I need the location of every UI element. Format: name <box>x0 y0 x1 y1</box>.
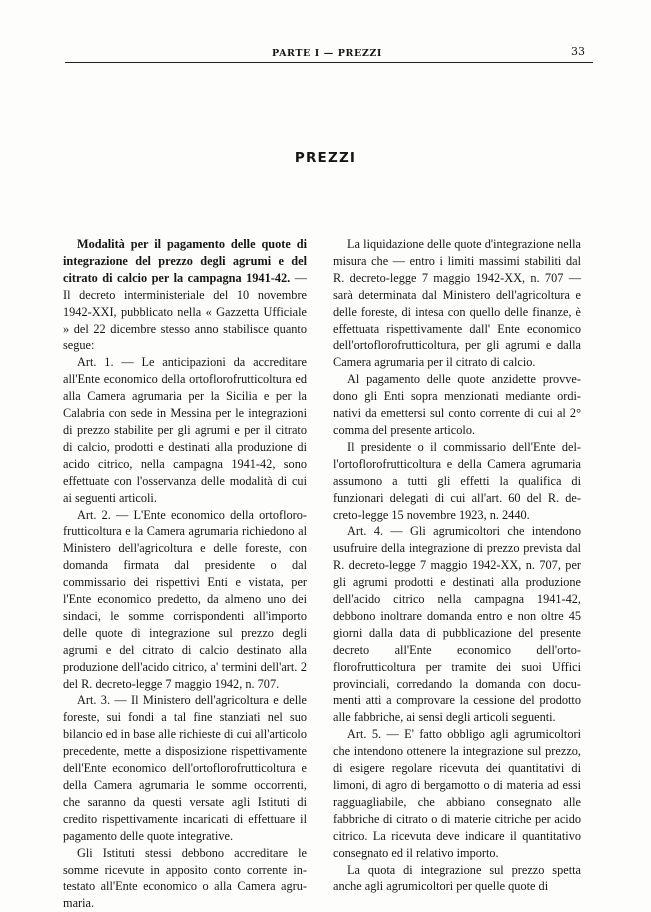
section-heading: Modalità per il pagamento delle quote di integrazione del prezzo degli agrumi e del citrato di calcio per la campagna 1941-42. <box>63 237 307 285</box>
paragraph: La quota di integrazione sul prezzo spetta anche agli agrumicoltori per quelle quote di <box>333 862 581 894</box>
left-column <box>63 236 307 912</box>
article-2-paragraph: Art. 2. — L'Ente economico della ortoflorofrutticoltura e la Camera agrumaria richiedono al Ministero dell'agricoltura e delle foreste, con domanda firmata dal presidente o dal commissario dei rispettivi Enti e vistata, per l'Ente economico predetto, da almeno uno dei sindaci, le somme corrispondenti all'importo delle quote di integrazione sul prezzo degli agrumi e del citrato di calcio destinato alla produzione dell'acido citrico, a' termini dell'art. 2 del R. decreto-legge 7 maggio 1942, n. 707. <box>63 507 307 691</box>
paragraph: Il presidente o il commissario dell'Ente dell'ortoflorofrutticoltura e della Camera agrumaria assumono a tutti gli effetti la qualifica di funzionari delegati di cui all'art. 60 del R. decreto-legge 15 novembre 1923, n. 2440. <box>333 439 581 522</box>
paragraph: La liquidazione delle quote d'integrazione nella misura che — entro i limiti massimi stabiliti dal R. decreto-legge 7 maggio 1942-XX, n. 707 — sarà determinata dal Ministero dell'agricoltura e delle foreste, di intesa con quello delle finanze, è effettuata rispettivamente dall' Ente economico dell'ortoflorofrutticoltura, per gli agrumi e dalla Camera agrumaria per il citrato di calcio. <box>333 237 581 370</box>
article-4-paragraph: Art. 4. — Gli agrumicoltori che intendono usufruire della integrazione di prezzo prevista dal R. decreto-legge 7 maggio 1942-XX, n. 707, per gli agrumi prodotti e destinati alla produzione dell'acido citrico nella campagna 1941-42, debbono inoltrare domanda entro e non oltre 45 giorni dalla data di pubblicazione del presente decreto all'Ente economico dell'ortoflorofrutticoltura per tramite dei suoi Uffici provinciali, corredando la domanda con documenti atti a comprovare la cessione del prodotto alle fabbriche, ai sensi degli articoli seguenti. <box>333 524 581 725</box>
article-3-continuation: Gli Istituti stessi debbono accreditare le somme ricevute in apposito conto corrente intestato all'Ente economico o alla Camera agrumaria. <box>63 845 307 911</box>
article-3-paragraph: Art. 3. — Il Ministero dell'agricoltura e delle foreste, sui fondi a tal fine stanziati nel suo bilancio ed in base alle richieste di cui all'articolo precedente, mette a disposizione rispettivamente dell'Ente economico dell'ortoflorofrutticoltura e della Camera agrumaria le somme occorrenti, che saranno da questi versate agli Istituti di credito rispettivamente incaricati di effettuare il pagamento delle quote integrative. <box>63 693 307 843</box>
page-number: 33 <box>571 45 585 58</box>
intro-text: — Il decreto interministeriale del 10 novembre 1942-XXI, pubblicato nella « Gazzetta Ufficiale » del 22 dicembre stesso anno stabilisce quanto segue: <box>63 270 307 353</box>
paragraph: Al pagamento delle quote anzidette provvedono gli Enti sopra menzionati mediante ordinativi da emettersi sul conto corrente di cui al 2° comma del presente articolo. <box>333 372 581 437</box>
running-head: PARTE I — PREZZI <box>272 48 382 59</box>
header-rule <box>65 62 593 63</box>
page-title: PREZZI <box>294 150 357 166</box>
decree-intro-paragraph <box>63 236 307 354</box>
article-1-paragraph: Art. 1. — Le anticipazioni da accreditare all'Ente economico della ortoflorofrutticoltura ed alla Camera agrumaria per la Sicilia e per la Calabria con sede in Messina per le integrazioni di prezzo stabilite per gli agrumi e per il citrato di calcio, prodotti e destinati alla produzione di acido citrico, nella campagna 1941-42, sono effettuate con l'osservanza delle modalità di cui ai seguenti articoli. <box>63 355 307 505</box>
right-column <box>333 236 581 895</box>
article-5-paragraph: Art. 5. — E' fatto obbligo agli agrumicoltori che intendono ottenere la integrazione sul prezzo, di esigere regolare ricevuta dei quantitativi di limoni, di agro di bergamotto o di materia ad essi ragguagliabile, che abbiano consegnato alle fabbriche di citrato o di materie citriche per acido citrico. La ricevuta deve indicare il quantitativo consegnato ed il relativo importo. <box>333 727 581 860</box>
